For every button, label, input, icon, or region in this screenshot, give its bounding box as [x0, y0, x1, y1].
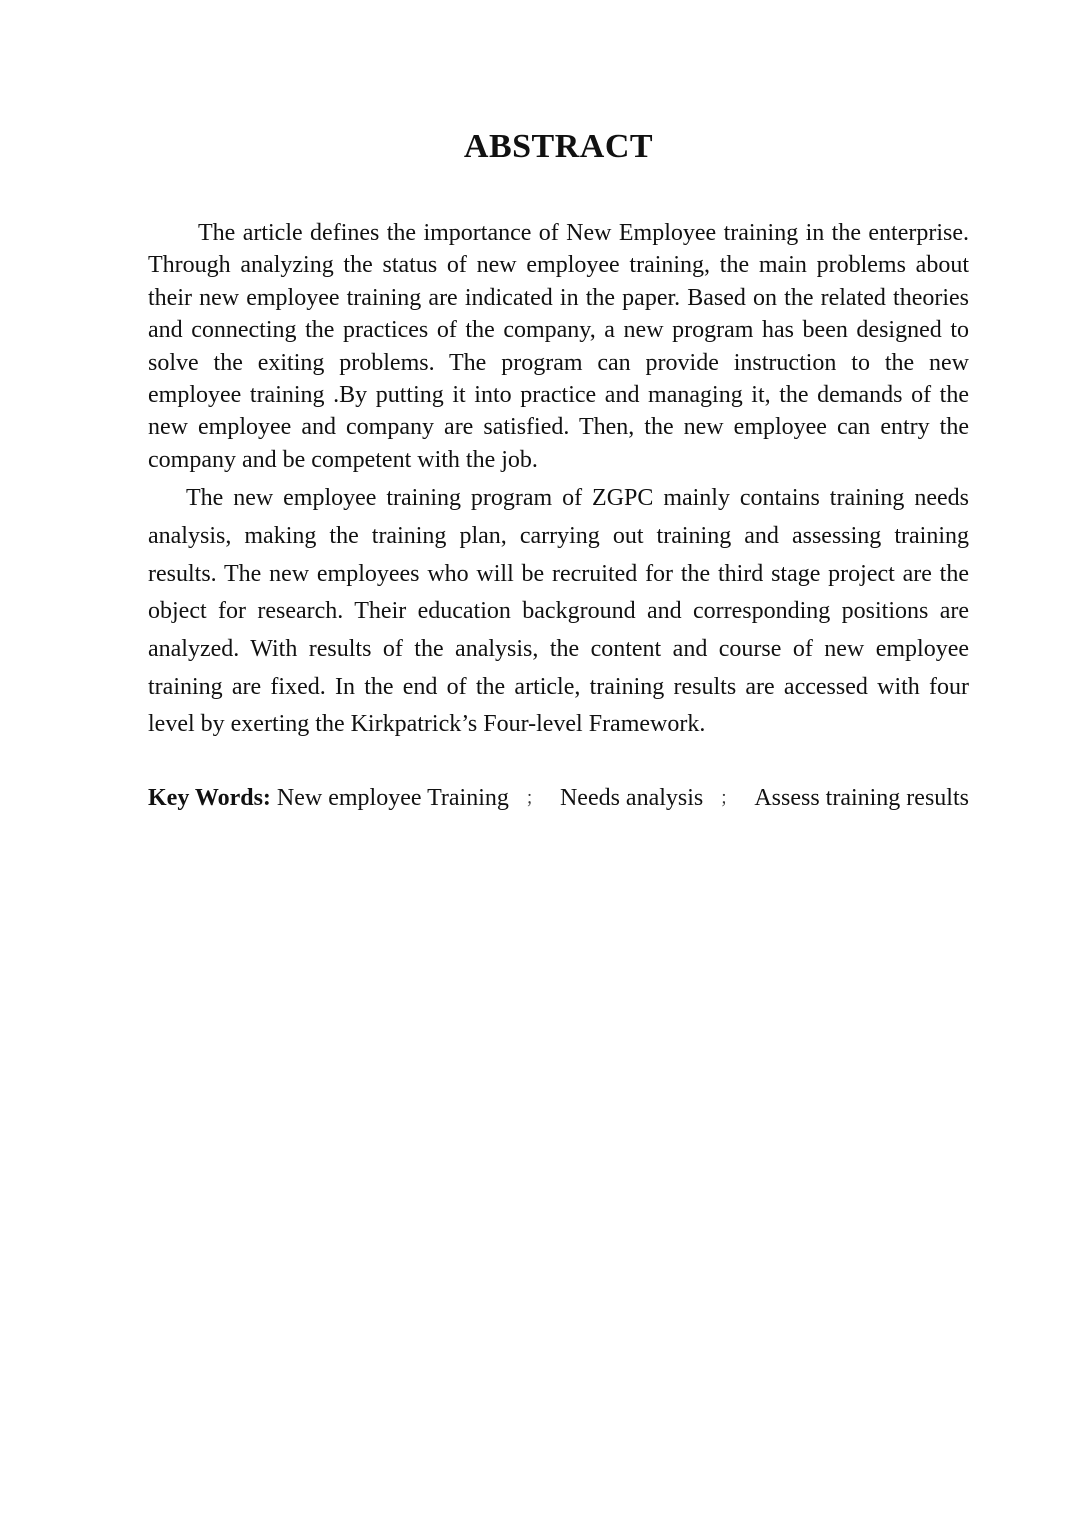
- abstract-paragraph-2: The new employee training program of ZGPC mainly contains training needs analysis, making the training plan, carrying out training and assessing training results. The new employees who will be recruited for the third stage project are the object for research. Their education background and corresponding positions are analyzed. With results of the analysis, the content and course of new employee training are fixed. In the end of the article, training results are accessed with four level by exerting the Kirkpatrick’s Four-level Framework.: [148, 485, 969, 738]
- abstract-paragraph-1: The article defines the importance of New Employee training in the enterprise. Through analyzing the status of new employee training, the main problems about their new employee training are indicated in the paper. Based on the related theories and connecting the practices of the company, a new program has been designed to solve the exiting problems. The program can provide instruction to the new employee training .By putting it into practice and managing it, the demands of the new employee and company are satisfied. Then, the new employee can entry the company and be competent with the job.: [148, 220, 969, 473]
- abstract-body: [148, 217, 969, 744]
- keyword-separator: ；: [525, 788, 544, 808]
- keywords-label: Key Words:: [148, 785, 271, 811]
- keyword-item-2: Needs analysis: [559, 785, 704, 811]
- keywords-line: [148, 781, 969, 815]
- keyword-item-1: New employee Training: [276, 785, 509, 811]
- keyword-item-3: Assess training results: [754, 785, 969, 811]
- keywords-label-group: [148, 781, 509, 815]
- abstract-title: ABSTRACT: [463, 128, 654, 165]
- keyword-separator: ；: [719, 788, 738, 808]
